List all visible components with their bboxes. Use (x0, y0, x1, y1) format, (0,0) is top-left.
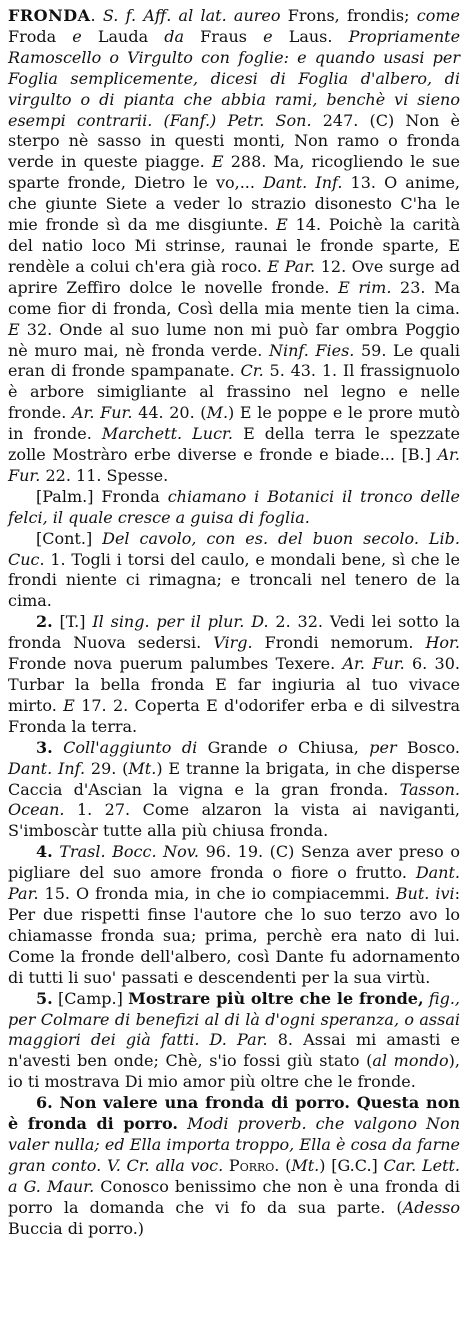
text-run: ) E le poppe e le prore mutò in fronde. (8, 403, 461, 444)
sense-number: 4. (36, 842, 53, 862)
text-run: Ar. Fur. (342, 654, 405, 674)
text-run: Dant. Inf. (8, 758, 86, 778)
text-run: Conosco benissimo che non è una fronda di porro la domanda che vi fo da sua parte. ( (8, 1176, 460, 1217)
sense-number: 5. (36, 988, 53, 1008)
text-run: 247. (C) Non è sterpo nè sasso in questi monti, Non ramo o fronda verde in queste piagge. (8, 110, 460, 172)
text-run: . (90, 6, 103, 25)
text-run: ) E tranne la brigata, in che disperse Caccia d'Ascian la vigna e la gran fronda. (8, 758, 460, 799)
entry-definition (8, 6, 460, 487)
text-run: ) [G.C.] (319, 1155, 384, 1175)
text-run: e (72, 26, 82, 46)
text-run: 8. Assai mi amasti e n'avesti ben onde; Chè, s'io fossi giù stato ( (8, 1030, 461, 1071)
text-run: da (164, 26, 185, 46)
text-run: Fraus (184, 26, 264, 46)
text-run: E (276, 215, 288, 235)
text-run: Trasl. Bocc. Nov. (52, 842, 200, 862)
text-run: But. ivi (395, 884, 455, 904)
text-run: Frondi nemorum. (252, 633, 426, 653)
text-run: Ar. Fur. (8, 445, 460, 485)
text-run: E Par. (267, 256, 316, 276)
text-run: Del cavolo, con es. del buon secolo. Lib. Cuc. (8, 528, 460, 569)
text-run: 2. 32. Vedi lei sotto la fronda Nuova sedersi. (8, 612, 461, 653)
text-run: Lauda (81, 26, 165, 46)
text-run: M. (206, 403, 229, 423)
text-run: Il sing. per il plur. D. (92, 612, 269, 632)
text-run: ), io ti mostrava Di mio amor più oltre che le fronde. (8, 1051, 460, 1092)
sense-3 (8, 738, 460, 843)
text-run: Mt. (128, 758, 157, 778)
text-run: 14. Poichè la carità del natio loco Mi strinse, raunai le fronde sparte, E rendèle a colui ch'era già roco. (8, 215, 460, 276)
text-run: come (416, 6, 460, 25)
text-run: 22. 11. Spesse. (40, 465, 169, 485)
text-run: Marchett. Lucr. (101, 424, 234, 444)
text-run: 23. Ma come fior di fronda, Così della mia mente tien la cima. (8, 277, 460, 318)
text-run: Laus. (272, 26, 349, 46)
text-run: [T.] (52, 612, 93, 632)
text-run: 17. 2. Coperta E d'odorifer erba e di silvestra Fronda la terra. (8, 695, 461, 736)
text-run: al mondo (372, 1051, 449, 1071)
text-run: [Cont.] (36, 528, 103, 548)
text-run: E (63, 695, 75, 715)
text-run: E rim. (338, 277, 392, 297)
text-run: Dant. Inf. (263, 173, 343, 193)
text-run: Coll'aggiunto di (52, 737, 198, 757)
text-run: Modi proverb. che valgono Non valer nulla; ed Ella importa troppo, Ella è cosa da farne gran conto. V. Cr. alla voc. (8, 1114, 460, 1175)
sense-6 (8, 1093, 460, 1239)
text-run: Mt. (291, 1155, 320, 1175)
text-run: Virg. (213, 633, 253, 653)
text-run: 12. Ove surge ad aprire Zeffiro dolce le novelle fronde. (8, 256, 460, 297)
text-run: Chiusa, (287, 737, 370, 757)
text-run: e (263, 26, 273, 46)
text-run: Cr. (240, 361, 264, 381)
text-run: 15. O fronda mia, in che io compiacemmi. (38, 884, 396, 904)
text-run: E (211, 152, 224, 172)
text-run: 1. Togli i torsi del caulo, e mondali bene, sì che le frondi niente ci rimagna; e troncali nel tenero de la cima. (8, 549, 460, 611)
text-run: Hor. (425, 633, 461, 653)
sense-number: 2. (36, 612, 53, 632)
sense-number: 6. (36, 1093, 53, 1113)
headword: FRONDA (8, 6, 91, 25)
sense-4 (8, 842, 460, 988)
text-run: Frons, frondis; (280, 6, 417, 25)
text-run: Dant. Par. (8, 863, 460, 904)
sense-2 (8, 612, 460, 737)
text-run: 6. 30. Turbar la bella fronda E far ingiuria al tuo vivace mirto. (8, 654, 461, 715)
text-run: Ar. Fur. (71, 403, 133, 423)
text-run: [Camp.] (52, 988, 129, 1008)
text-run: Buccia di porro.) (8, 1218, 145, 1238)
text-run: Car. Lett. a G. Maur. (8, 1155, 461, 1196)
text-run: [Palm.] Fronda (36, 486, 168, 506)
text-run: 29. ( (85, 758, 129, 778)
text-run: Adesso (402, 1197, 460, 1217)
text-run: chiamano i Botanici il tronco delle felci, il quale cresce a guisa di foglia. (8, 486, 461, 527)
text-run: Ninf. Fies. (268, 340, 355, 360)
text-run: Propriamente Ramoscello o Virgulto con foglie: e quando usasi per Foglia semplicemente, dicesi di Foglia d'albero, di virgulto o di pianta che abbia rami, benchè vi sieno esempi contrarii. (Fanf.) Petr. Son. (8, 26, 461, 130)
text-run: E della terra le spezzate zolle Mostràro erbe diverse e fronde e biade... [B.] (8, 424, 460, 465)
text-run: Grande (197, 737, 278, 757)
cross-reference: Porro (223, 1155, 275, 1175)
text-run: 5. 43. 1. Il frassignuolo è arbore simigliante al frassino nel legno e nelle fronde. (8, 361, 460, 423)
text-run: . ( (274, 1155, 292, 1175)
text-run: 13. O anime, che giunte Siete a veder lo strazio disonesto C'ha le mie fronde sì da me disgiunte. (8, 173, 460, 235)
text-run: fig., per Colmare di benefizi al di là d'ogni speranza, o assai maggiori dei già fatti. D. Par. (8, 988, 460, 1050)
text-run: per (369, 737, 397, 757)
sense-number: 3. (36, 737, 53, 757)
phrase: Non valere una fronda di porro. Questa non è fronda di porro. (8, 1093, 460, 1134)
text-run: 59. Le quali eran di fronde spampanate. (8, 340, 460, 381)
text-run: Tasson. Ocean. (8, 779, 460, 820)
sense-5 (8, 989, 460, 1094)
phrase: Mostrare più oltre che le fronde, (128, 988, 424, 1008)
text-run: Bosco. (396, 737, 460, 757)
subsection-cont (8, 529, 460, 613)
text-run: 288. Ma, ricogliendo le sue sparte fronde, Dietro le vo,... (8, 152, 460, 193)
text-run: Fronde nova puerum palumbes Texere. (8, 654, 343, 674)
text-run: Froda (8, 26, 73, 46)
text-run: : Per due rispetti finse l'autore che lo suo terzo avo lo chiamasse fronda sua; prima, perchè era nato di lui. Come la fronde dell'albero, così Dante fu adornamento di tutti li suo' passati e descendenti per la sua virtù. (8, 884, 460, 987)
text-run: 44. 20. ( (132, 403, 207, 423)
subsection-palm (8, 487, 460, 529)
text-run: 96. 19. (C) Senza aver preso o pigliare del suo amore fronda o fiore o frutto. (8, 842, 461, 883)
text-run: 1. 27. Come alzaron la vista ai naviganti, S'imboscàr tutte alla più chiusa fronda. (8, 800, 460, 841)
text-run: E (8, 319, 20, 339)
text-run: S. f. Aff. al lat. aureo (102, 6, 281, 25)
text-run: o (277, 737, 288, 757)
text-run: 32. Onde al suo lume non mi può far ombra Poggio nè muro mai, nè fronda verde. (8, 319, 460, 360)
